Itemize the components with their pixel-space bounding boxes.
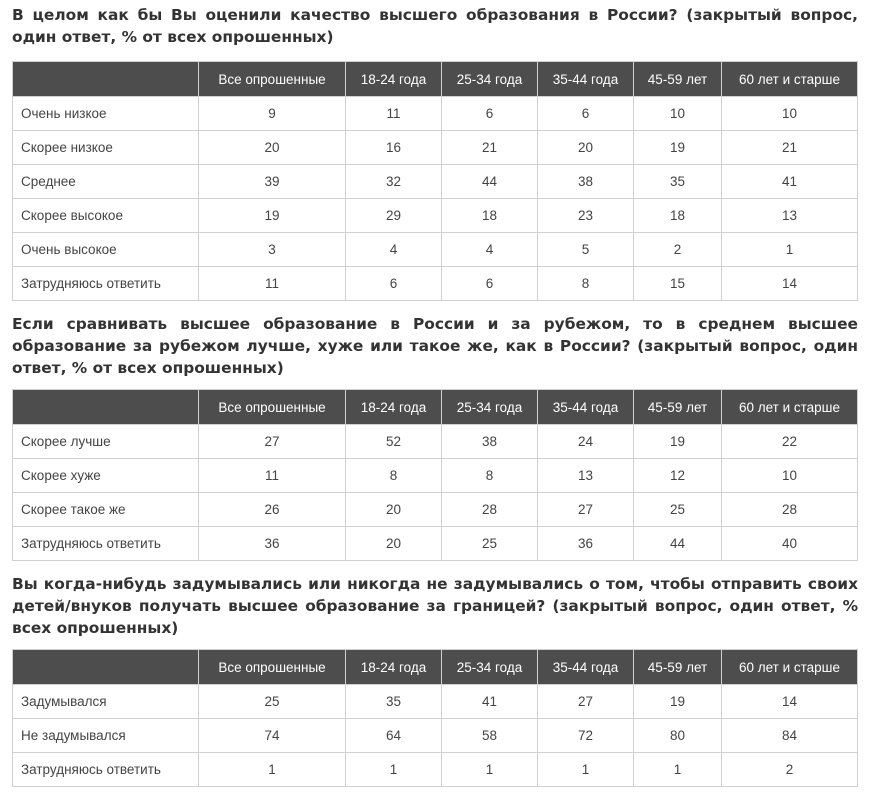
- cell-value: 19: [199, 199, 346, 233]
- cell-value: 8: [442, 459, 538, 493]
- cell-value: 38: [442, 425, 538, 459]
- cell-value: 64: [346, 719, 442, 753]
- column-header: 35-44 года: [538, 62, 634, 97]
- cell-value: 28: [442, 493, 538, 527]
- cell-value: 36: [199, 527, 346, 561]
- row-label: Скорее такое же: [13, 493, 199, 527]
- cell-value: 13: [722, 199, 858, 233]
- cell-value: 25: [442, 527, 538, 561]
- cell-value: 1: [199, 753, 346, 787]
- table-row: [13, 527, 858, 561]
- question-1-heading: В целом как бы Вы оценили качество высшего образования в России? (закрытый вопрос, один ответ, % от всех опрошенных): [12, 6, 858, 46]
- cell-value: 25: [199, 685, 346, 719]
- column-header: 45-59 лет: [634, 390, 722, 425]
- column-header: 18-24 года: [346, 62, 442, 97]
- cell-value: 2: [722, 753, 858, 787]
- table-header-row: [13, 390, 858, 425]
- cell-value: 13: [538, 459, 634, 493]
- column-header: Все опрошенные: [199, 390, 346, 425]
- cell-value: 14: [722, 267, 858, 301]
- question-2-heading: Если сравнивать высшее образование в России и за рубежом, то в среднем высшее образование за рубежом лучше, хуже или такое же, как в России? (закрытый вопрос, один ответ, % от всех опрошенных): [12, 315, 858, 377]
- cell-value: 1: [346, 753, 442, 787]
- cell-value: 29: [346, 199, 442, 233]
- cell-value: 20: [199, 131, 346, 165]
- cell-value: 80: [634, 719, 722, 753]
- table-row: [13, 97, 858, 131]
- cell-value: 28: [722, 493, 858, 527]
- cell-value: 5: [538, 233, 634, 267]
- column-header: 45-59 лет: [634, 650, 722, 685]
- cell-value: 44: [634, 527, 722, 561]
- column-header: 25-34 года: [442, 650, 538, 685]
- column-header: Все опрошенные: [199, 650, 346, 685]
- cell-value: 72: [538, 719, 634, 753]
- table-row: [13, 267, 858, 301]
- table-row: [13, 425, 858, 459]
- row-label: Затрудняюсь ответить: [13, 527, 199, 561]
- cell-value: 40: [722, 527, 858, 561]
- cell-value: 10: [634, 97, 722, 131]
- cell-value: 3: [199, 233, 346, 267]
- table-header-row: [13, 62, 858, 97]
- cell-value: 20: [346, 493, 442, 527]
- cell-value: 41: [722, 165, 858, 199]
- cell-value: 18: [442, 199, 538, 233]
- table-header-row: [13, 650, 858, 685]
- table-row: [13, 233, 858, 267]
- cell-value: 10: [722, 97, 858, 131]
- cell-value: 25: [634, 493, 722, 527]
- survey-table-3: [12, 649, 858, 787]
- row-label: Скорее хуже: [13, 459, 199, 493]
- column-header: 60 лет и старше: [722, 62, 858, 97]
- header-label-blank: [13, 62, 199, 97]
- cell-value: 2: [634, 233, 722, 267]
- row-label: Скорее высокое: [13, 199, 199, 233]
- table-row: [13, 131, 858, 165]
- header-label-blank: [13, 650, 199, 685]
- table-row: [13, 753, 858, 787]
- cell-value: 27: [538, 685, 634, 719]
- row-label: Среднее: [13, 165, 199, 199]
- cell-value: 39: [199, 165, 346, 199]
- cell-value: 36: [538, 527, 634, 561]
- column-header: Все опрошенные: [199, 62, 346, 97]
- cell-value: 16: [346, 131, 442, 165]
- column-header: 35-44 года: [538, 650, 634, 685]
- cell-value: 8: [346, 459, 442, 493]
- column-header: 35-44 года: [538, 390, 634, 425]
- column-header: 25-34 года: [442, 62, 538, 97]
- cell-value: 1: [442, 753, 538, 787]
- table-row: [13, 199, 858, 233]
- column-header: 60 лет и старше: [722, 390, 858, 425]
- cell-value: 44: [442, 165, 538, 199]
- cell-value: 15: [634, 267, 722, 301]
- row-label: Скорее низкое: [13, 131, 199, 165]
- cell-value: 84: [722, 719, 858, 753]
- row-label: Не задумывался: [13, 719, 199, 753]
- cell-value: 22: [722, 425, 858, 459]
- table-row: [13, 719, 858, 753]
- cell-value: 24: [538, 425, 634, 459]
- cell-value: 74: [199, 719, 346, 753]
- table-row: [13, 493, 858, 527]
- cell-value: 6: [346, 267, 442, 301]
- cell-value: 1: [538, 753, 634, 787]
- cell-value: 19: [634, 685, 722, 719]
- cell-value: 11: [346, 97, 442, 131]
- row-label: Затрудняюсь ответить: [13, 753, 199, 787]
- cell-value: 4: [442, 233, 538, 267]
- cell-value: 6: [538, 97, 634, 131]
- column-header: 18-24 года: [346, 390, 442, 425]
- cell-value: 1: [722, 233, 858, 267]
- cell-value: 11: [199, 459, 346, 493]
- cell-value: 8: [538, 267, 634, 301]
- cell-value: 6: [442, 97, 538, 131]
- cell-value: 26: [199, 493, 346, 527]
- row-label: Очень низкое: [13, 97, 199, 131]
- cell-value: 20: [538, 131, 634, 165]
- cell-value: 58: [442, 719, 538, 753]
- column-header: 60 лет и старше: [722, 650, 858, 685]
- column-header: 45-59 лет: [634, 62, 722, 97]
- survey-table-1: [12, 61, 858, 301]
- cell-value: 23: [538, 199, 634, 233]
- cell-value: 38: [538, 165, 634, 199]
- cell-value: 27: [538, 493, 634, 527]
- column-header: 25-34 года: [442, 390, 538, 425]
- cell-value: 20: [346, 527, 442, 561]
- cell-value: 1: [634, 753, 722, 787]
- cell-value: 35: [346, 685, 442, 719]
- column-header: 18-24 года: [346, 650, 442, 685]
- header-label-blank: [13, 390, 199, 425]
- row-label: Скорее лучше: [13, 425, 199, 459]
- cell-value: 27: [199, 425, 346, 459]
- cell-value: 41: [442, 685, 538, 719]
- cell-value: 10: [722, 459, 858, 493]
- row-label: Задумывался: [13, 685, 199, 719]
- cell-value: 4: [346, 233, 442, 267]
- cell-value: 6: [442, 267, 538, 301]
- cell-value: 52: [346, 425, 442, 459]
- cell-value: 14: [722, 685, 858, 719]
- cell-value: 19: [634, 131, 722, 165]
- table-row: [13, 459, 858, 493]
- cell-value: 11: [199, 267, 346, 301]
- question-3-heading: Вы когда-нибудь задумывались или никогда не задумывались о том, чтобы отправить своих детей/внуков получать высшее образование за границей? (закрытый вопрос, один ответ, % всех опрошенных): [12, 575, 858, 637]
- cell-value: 21: [442, 131, 538, 165]
- table-row: [13, 165, 858, 199]
- survey-table-2: [12, 389, 858, 561]
- cell-value: 9: [199, 97, 346, 131]
- row-label: Очень высокое: [13, 233, 199, 267]
- cell-value: 12: [634, 459, 722, 493]
- row-label: Затрудняюсь ответить: [13, 267, 199, 301]
- cell-value: 21: [722, 131, 858, 165]
- cell-value: 19: [634, 425, 722, 459]
- cell-value: 35: [634, 165, 722, 199]
- cell-value: 32: [346, 165, 442, 199]
- table-row: [13, 685, 858, 719]
- cell-value: 18: [634, 199, 722, 233]
